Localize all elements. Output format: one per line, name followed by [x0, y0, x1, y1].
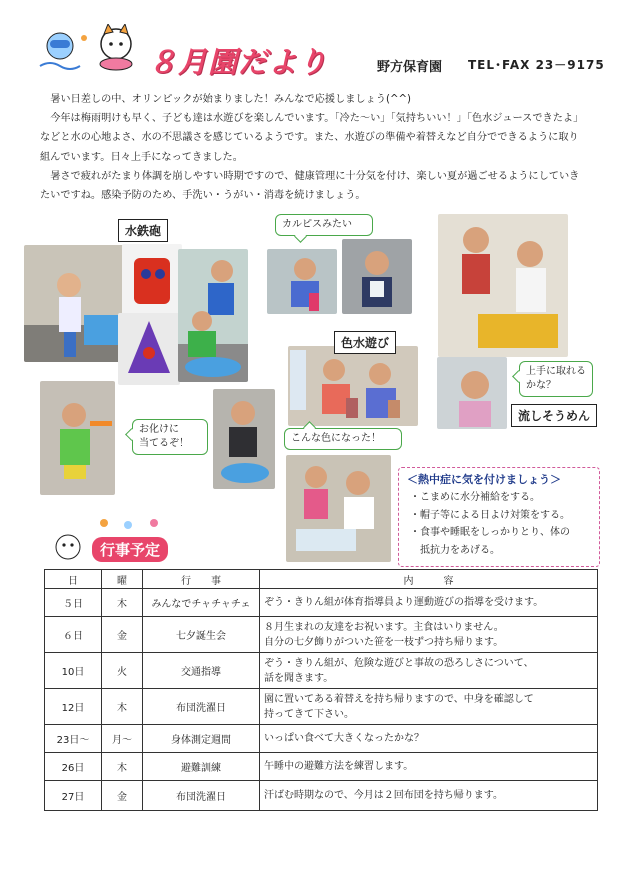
photo-nagashi-1	[438, 214, 568, 357]
photo-color-water-2	[286, 455, 391, 562]
photo-ghost-target-2	[118, 313, 180, 385]
cell-day: 10日	[45, 653, 102, 689]
cat-swimmer-icon	[38, 24, 134, 74]
header-illustration	[38, 24, 134, 74]
cell-event: 身体測定週間	[143, 725, 260, 753]
photo-ghost-target-1	[122, 244, 182, 316]
desc-line: 話を聞きます。	[264, 672, 334, 684]
cell-event: 布団洗濯日	[143, 689, 260, 725]
photo-color-water	[288, 346, 418, 426]
bubble-color: こんな色になった！	[284, 428, 402, 450]
heatstroke-list	[410, 489, 570, 559]
photo-water-gun-4	[213, 389, 275, 489]
photo-nagashi-2	[437, 357, 507, 429]
cell-day: ５日	[45, 589, 102, 617]
desc-line: 園に置いてある着替えを持ち帰りますので、中身を確認して	[264, 693, 534, 705]
intro-paragraph: 暑さで疲れがたまり体調を崩しやすい時期ですので、健康管理に十分気を付け、楽しい夏が過ごせるようにしていきたいですね。感染予防のため、手洗い・うがい・消毒を続けましょう。	[40, 170, 580, 202]
header-day: 日	[45, 570, 102, 589]
desc-line: ぞう・きりん組が、危険な遊びと事故の恐ろしさについて、	[264, 657, 534, 669]
table-row	[45, 781, 598, 811]
label-nagashi: 流しそうめん	[511, 404, 597, 427]
heatstroke-item: ・食事や睡眠をしっかりとり、体の	[410, 527, 570, 538]
table-row	[45, 725, 598, 753]
cell-desc	[260, 725, 598, 753]
desc-line: 持ってきて下さい。	[264, 708, 354, 720]
cell-dow: 木	[102, 589, 143, 617]
desc-line: 汗ばむ時期なので、今月は２回布団を持ち帰ります。	[264, 790, 503, 801]
table-row	[45, 753, 598, 781]
photo-water-gun-3	[40, 381, 115, 495]
school-name: 野方保育園	[377, 60, 443, 75]
header-event: 行 事	[143, 570, 260, 589]
heatstroke-title: ＜熱中症に気を付けましょう＞	[407, 473, 561, 486]
cell-dow: 木	[102, 689, 143, 725]
cell-desc	[260, 653, 598, 689]
cell-dow: 金	[102, 617, 143, 653]
bubble-grab: 上手に取れる かな？	[519, 361, 593, 397]
cell-desc	[260, 781, 598, 811]
label-color-water: 色水遊び	[334, 331, 396, 354]
photo-calpis-1	[267, 249, 337, 314]
desc-line: 自分の七夕飾りがついた笹を一枝ずつ持ち帰ります。	[264, 636, 504, 648]
photo-water-gun-2	[178, 249, 248, 382]
cell-event: 七夕誕生会	[143, 617, 260, 653]
cell-day: ６日	[45, 617, 102, 653]
tel-fax: TEL･FAX 23－9175	[468, 58, 605, 72]
cell-day: 23日〜	[45, 725, 102, 753]
page-title: ８月園だより	[148, 45, 329, 79]
intro-text	[40, 90, 588, 205]
cell-desc	[260, 753, 598, 781]
cell-event: 布団洗濯日	[143, 781, 260, 811]
cell-dow: 月〜	[102, 725, 143, 753]
table-header-row	[45, 570, 598, 589]
table-row	[45, 689, 598, 725]
table-row	[45, 617, 598, 653]
cell-desc	[260, 589, 598, 617]
header-desc: 内 容	[260, 570, 598, 589]
cell-event: 交通指導	[143, 653, 260, 689]
photo-water-gun-1	[24, 245, 129, 362]
cell-dow: 木	[102, 753, 143, 781]
cell-dow: 金	[102, 781, 143, 811]
cell-day: 12日	[45, 689, 102, 725]
cell-dow: 火	[102, 653, 143, 689]
label-water-gun: 水鉄砲	[118, 219, 168, 242]
cell-day: 27日	[45, 781, 102, 811]
heatstroke-item: 抵抗力をあげる。	[410, 544, 500, 556]
desc-line: ８月生まれの友達をお祝います。主食はいりません。	[264, 621, 504, 633]
desc-line: 午睡中の避難方法を練習します。	[264, 761, 414, 772]
bubble-calpis: カルピスみたい	[275, 214, 373, 236]
cell-event: 避難訓練	[143, 753, 260, 781]
intro-paragraph: 暑い日差しの中、オリンピックが始まりました！みんなで応援しましょう(^^)	[50, 94, 411, 105]
cell-desc	[260, 617, 598, 653]
cell-event: みんなでチャチャチェ	[143, 589, 260, 617]
header-dow: 曜	[102, 570, 143, 589]
heatstroke-item: ・こまめに水分補給をする。	[410, 492, 540, 503]
intro-paragraph: 今年は梅雨明けも早く、子ども達は水遊びを楽しんでいます。「冷た〜い」「気持ちいい！」「色水ジュースできたよ」などと水の心地よさ、水の不思議さを感じているようです。また、水遊びの準備や着替えなど自分でできるように取り組んでいます。日々上手になってきました。	[40, 113, 584, 163]
table-row	[45, 653, 598, 689]
heatstroke-item: ・帽子等による日よけ対策をする。	[410, 509, 570, 521]
table-row	[45, 589, 598, 617]
desc-line: ぞう・きりん組が体育指導員より運動遊びの指導を受けます。	[264, 597, 544, 608]
bubble-ghost: お化けに 当てるぞ！	[132, 419, 208, 455]
desc-line: いっぱい食べて大きくなったかな？	[264, 733, 424, 744]
cell-day: 26日	[45, 753, 102, 781]
events-title: 行事予定	[92, 537, 168, 562]
cell-desc	[260, 689, 598, 725]
schedule-table	[44, 569, 598, 811]
photo-calpis-2	[342, 239, 412, 314]
